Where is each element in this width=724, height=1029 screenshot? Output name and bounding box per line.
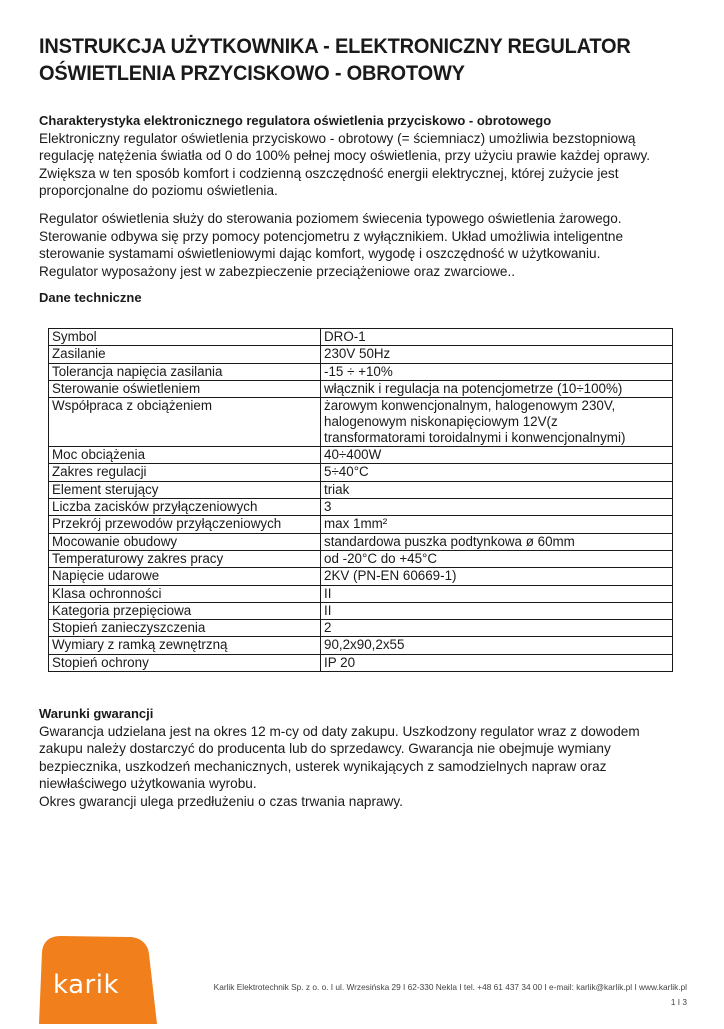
warranty-line: bezpiecznika, uszkodzeń mechanicznych, usterek wynikających z samodzielnych napraw oraz <box>39 758 607 774</box>
warranty-line: niewłaściwego użytkowania wyrobu. <box>39 776 257 792</box>
title-line-1: INSTRUKCJA UŻYTKOWNIKA - ELEKTRONICZNY REGULATOR <box>39 34 631 58</box>
spec-label: Temperaturowy zakres pracy <box>49 550 321 567</box>
table-row <box>49 516 673 533</box>
spec-value: od -20°C do +45°C <box>321 550 673 567</box>
table-row <box>49 447 673 464</box>
spec-label: Moc obciążenia <box>49 447 321 464</box>
table-row <box>49 499 673 516</box>
spec-label: Symbol <box>49 329 321 346</box>
table-row <box>49 380 673 397</box>
table-row <box>49 481 673 498</box>
table-row <box>49 398 673 447</box>
spec-label: Napięcie udarowe <box>49 568 321 585</box>
table-row <box>49 550 673 567</box>
spec-label: Tolerancja napięcia zasilania <box>49 363 321 380</box>
table-row <box>49 585 673 602</box>
description-section <box>39 210 699 280</box>
title-line-2: OŚWIETLENIA PRZYCISKOWO - OBROTOWY <box>39 61 465 85</box>
warranty-line: zakupu należy dostarczyć do producenta lub do sprzedawcy. Gwarancja nie obejmuje wymiany <box>39 741 611 757</box>
page-title <box>39 33 653 87</box>
spec-label: Przekrój przewodów przyłączeniowych <box>49 516 321 533</box>
table-row <box>49 363 673 380</box>
table-row <box>49 346 673 363</box>
warranty-line: Gwarancja udzielana jest na okres 12 m-cy od daty zakupu. Uszkodzony regulator wraz z dowodem <box>39 723 640 739</box>
spec-value: włącznik i regulacja na potencjometrze (10÷100%) <box>321 380 673 397</box>
table-row <box>49 329 673 346</box>
spec-label: Zakres regulacji <box>49 464 321 481</box>
characteristics-line: regulację natężenia światła od 0 do 100% pełnej mocy oświetlenia, przy użyciu prawie każdej oprawy. <box>39 148 651 164</box>
table-row <box>49 620 673 637</box>
characteristics-line: Elektroniczny regulator oświetlenia przyciskowo - obrotowy (= ściemniacz) umożliwia bezstopniową <box>39 130 636 146</box>
spec-value: 5÷40°C <box>321 464 673 481</box>
spec-label: Współpraca z obciążeniem <box>49 398 321 447</box>
spec-value: 3 <box>321 499 673 516</box>
warranty-section <box>39 705 699 811</box>
spec-label: Stopień ochrony <box>49 654 321 671</box>
spec-value: DRO-1 <box>321 329 673 346</box>
spec-value: triak <box>321 481 673 498</box>
spec-value: 40÷400W <box>321 447 673 464</box>
logo-text: karik <box>53 970 120 1000</box>
characteristics-section <box>39 112 699 200</box>
characteristics-heading: Charakterystyka elektronicznego regulatora oświetlenia przyciskowo - obrotowego <box>39 113 552 128</box>
spec-value: IP 20 <box>321 654 673 671</box>
description-line: Regulator wyposażony jest w zabezpieczenie przeciążeniowe oraz zwarciowe.. <box>39 263 516 279</box>
technical-table-body <box>49 329 673 672</box>
spec-label: Mocowanie obudowy <box>49 533 321 550</box>
spec-value: żarowym konwencjonalnym, halogenowym 230V, halogenowym niskonapięciowym 12V(z transformatorami toroidalnymi i konwencjonalnymi) <box>321 398 673 447</box>
spec-value: 230V 50Hz <box>321 346 673 363</box>
description-line: sterowanie systamami oświetleniowymi dając komfort, wygodę i oszczędność w użytkowaniu. <box>39 246 601 262</box>
technical-heading: Dane techniczne <box>39 290 142 305</box>
karlik-logo <box>39 934 157 1024</box>
footer-company-info: Karlik Elektrotechnik Sp. z o. o. I ul. Wrzesińska 29 I 62-330 Nekla I tel. +48 61 437 34 00 I e-mail: karlik@karlik.pl I www.karlik.pl <box>213 982 687 992</box>
spec-value: 2KV (PN-EN 60669-1) <box>321 568 673 585</box>
table-row <box>49 637 673 654</box>
page-number: 1 I 3 <box>670 997 687 1007</box>
warranty-line: Okres gwarancji ulega przedłużeniu o czas trwania naprawy. <box>39 793 403 809</box>
spec-value: -15 ÷ +10% <box>321 363 673 380</box>
spec-value: standardowa puszka podtynkowa ø 60mm <box>321 533 673 550</box>
spec-label: Stopień zanieczyszczenia <box>49 620 321 637</box>
spec-label: Liczba zacisków przyłączeniowych <box>49 499 321 516</box>
warranty-heading: Warunki gwarancji <box>39 706 154 721</box>
spec-label: Wymiary z ramką zewnętrzną <box>49 637 321 654</box>
spec-value: II <box>321 602 673 619</box>
spec-label: Zasilanie <box>49 346 321 363</box>
table-row <box>49 602 673 619</box>
table-row <box>49 568 673 585</box>
spec-value: max 1mm² <box>321 516 673 533</box>
spec-label: Klasa ochronności <box>49 585 321 602</box>
characteristics-line: proporcjonalne do poziomu oświetlenia. <box>39 183 278 199</box>
description-line: Sterowanie odbywa się przy pomocy potencjometru z wyłącznikiem. Układ umożliwia inteligentne <box>39 228 624 244</box>
characteristics-line: Zwiększa w ten sposób komfort i codzienną oszczędność energii elektrycznej, której zużycie jest <box>39 165 619 181</box>
spec-label: Element sterujący <box>49 481 321 498</box>
table-row <box>49 464 673 481</box>
table-row <box>49 654 673 671</box>
spec-label: Sterowanie oświetleniem <box>49 380 321 397</box>
spec-value: 90,2x90,2x55 <box>321 637 673 654</box>
spec-value: 2 <box>321 620 673 637</box>
description-line: Regulator oświetlenia służy do sterowania poziomem świecenia typowego oświetlenia żarowego. <box>39 211 622 226</box>
spec-label: Kategoria przepięciowa <box>49 602 321 619</box>
spec-value: II <box>321 585 673 602</box>
table-row <box>49 533 673 550</box>
technical-table <box>48 328 673 672</box>
